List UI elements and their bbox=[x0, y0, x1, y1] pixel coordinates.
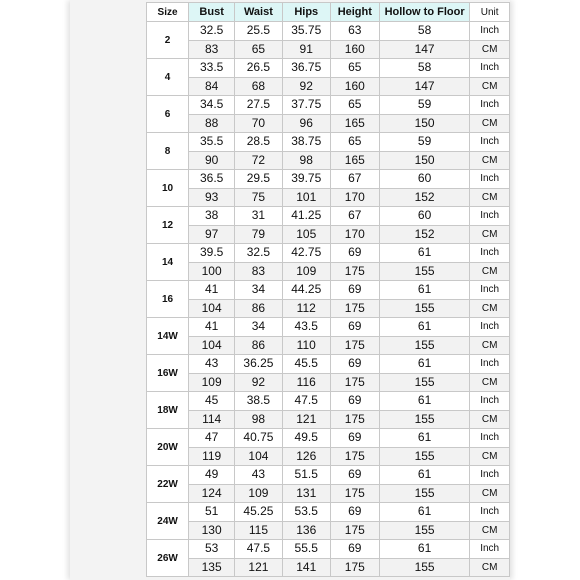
unit-inch-cell: Inch bbox=[470, 392, 510, 411]
waist-cm-cell: 104 bbox=[235, 447, 282, 466]
unit-cm-cell: CM bbox=[470, 262, 510, 281]
unit-inch-cell: Inch bbox=[470, 22, 510, 41]
waist-inch-cell: 36.25 bbox=[235, 355, 282, 374]
header-unit: Unit bbox=[470, 3, 510, 22]
hollow-to-floor-inch-cell: 61 bbox=[379, 392, 470, 411]
unit-inch-cell: Inch bbox=[470, 207, 510, 226]
hollow-to-floor-inch-cell: 61 bbox=[379, 503, 470, 522]
table-row-cm bbox=[147, 410, 510, 429]
unit-cm-cell: CM bbox=[470, 151, 510, 170]
header-row bbox=[147, 3, 510, 22]
bust-inch-cell: 38 bbox=[189, 207, 235, 226]
header-hollow-to-floor: Hollow to Floor bbox=[379, 3, 470, 22]
height-inch-cell: 65 bbox=[330, 133, 379, 152]
table-row-inch bbox=[147, 392, 510, 411]
table-row-inch bbox=[147, 355, 510, 374]
hips-inch-cell: 51.5 bbox=[282, 466, 330, 485]
waist-cm-cell: 70 bbox=[235, 114, 282, 133]
waist-inch-cell: 26.5 bbox=[235, 59, 282, 78]
height-cm-cell: 175 bbox=[330, 447, 379, 466]
bust-inch-cell: 47 bbox=[189, 429, 235, 448]
bust-inch-cell: 32.5 bbox=[189, 22, 235, 41]
unit-cm-cell: CM bbox=[470, 484, 510, 503]
hips-inch-cell: 49.5 bbox=[282, 429, 330, 448]
height-cm-cell: 175 bbox=[330, 262, 379, 281]
bust-inch-cell: 51 bbox=[189, 503, 235, 522]
height-cm-cell: 175 bbox=[330, 521, 379, 540]
bust-inch-cell: 39.5 bbox=[189, 244, 235, 263]
height-cm-cell: 170 bbox=[330, 188, 379, 207]
bust-inch-cell: 53 bbox=[189, 540, 235, 559]
waist-cm-cell: 92 bbox=[235, 373, 282, 392]
bust-cm-cell: 93 bbox=[189, 188, 235, 207]
hollow-to-floor-cm-cell: 155 bbox=[379, 410, 470, 429]
table-row-cm bbox=[147, 188, 510, 207]
hollow-to-floor-cm-cell: 150 bbox=[379, 114, 470, 133]
waist-cm-cell: 79 bbox=[235, 225, 282, 244]
hollow-to-floor-inch-cell: 59 bbox=[379, 96, 470, 115]
hips-inch-cell: 39.75 bbox=[282, 170, 330, 189]
bust-cm-cell: 104 bbox=[189, 336, 235, 355]
hollow-to-floor-inch-cell: 58 bbox=[379, 59, 470, 78]
bust-cm-cell: 84 bbox=[189, 77, 235, 96]
table-row-cm bbox=[147, 77, 510, 96]
unit-cm-cell: CM bbox=[470, 40, 510, 59]
waist-cm-cell: 75 bbox=[235, 188, 282, 207]
waist-cm-cell: 121 bbox=[235, 558, 282, 577]
hips-cm-cell: 110 bbox=[282, 336, 330, 355]
bust-inch-cell: 35.5 bbox=[189, 133, 235, 152]
hips-inch-cell: 37.75 bbox=[282, 96, 330, 115]
size-label: 16W bbox=[147, 355, 189, 392]
waist-inch-cell: 29.5 bbox=[235, 170, 282, 189]
unit-inch-cell: Inch bbox=[470, 503, 510, 522]
table-row-cm bbox=[147, 114, 510, 133]
waist-cm-cell: 72 bbox=[235, 151, 282, 170]
header-height: Height bbox=[330, 3, 379, 22]
height-inch-cell: 69 bbox=[330, 355, 379, 374]
height-cm-cell: 175 bbox=[330, 336, 379, 355]
hollow-to-floor-cm-cell: 147 bbox=[379, 77, 470, 96]
unit-inch-cell: Inch bbox=[470, 170, 510, 189]
height-cm-cell: 170 bbox=[330, 225, 379, 244]
hollow-to-floor-cm-cell: 152 bbox=[379, 188, 470, 207]
hips-cm-cell: 101 bbox=[282, 188, 330, 207]
waist-cm-cell: 109 bbox=[235, 484, 282, 503]
waist-inch-cell: 45.25 bbox=[235, 503, 282, 522]
unit-cm-cell: CM bbox=[470, 521, 510, 540]
height-inch-cell: 69 bbox=[330, 244, 379, 263]
hips-inch-cell: 47.5 bbox=[282, 392, 330, 411]
height-cm-cell: 165 bbox=[330, 114, 379, 133]
height-inch-cell: 69 bbox=[330, 281, 379, 300]
size-label: 22W bbox=[147, 466, 189, 503]
waist-inch-cell: 34 bbox=[235, 281, 282, 300]
hips-inch-cell: 55.5 bbox=[282, 540, 330, 559]
unit-cm-cell: CM bbox=[470, 77, 510, 96]
height-cm-cell: 160 bbox=[330, 40, 379, 59]
unit-inch-cell: Inch bbox=[470, 59, 510, 78]
hollow-to-floor-cm-cell: 155 bbox=[379, 262, 470, 281]
waist-inch-cell: 47.5 bbox=[235, 540, 282, 559]
height-inch-cell: 69 bbox=[330, 392, 379, 411]
size-label: 14 bbox=[147, 244, 189, 281]
size-label: 12 bbox=[147, 207, 189, 244]
hips-cm-cell: 136 bbox=[282, 521, 330, 540]
unit-inch-cell: Inch bbox=[470, 355, 510, 374]
table-body bbox=[147, 22, 510, 577]
table-row-cm bbox=[147, 558, 510, 577]
waist-inch-cell: 34 bbox=[235, 318, 282, 337]
table-row-inch bbox=[147, 59, 510, 78]
size-label: 10 bbox=[147, 170, 189, 207]
height-inch-cell: 67 bbox=[330, 207, 379, 226]
hips-cm-cell: 126 bbox=[282, 447, 330, 466]
hollow-to-floor-cm-cell: 155 bbox=[379, 299, 470, 318]
height-inch-cell: 69 bbox=[330, 318, 379, 337]
size-label: 14W bbox=[147, 318, 189, 355]
height-cm-cell: 175 bbox=[330, 299, 379, 318]
unit-cm-cell: CM bbox=[470, 447, 510, 466]
hollow-to-floor-inch-cell: 60 bbox=[379, 170, 470, 189]
unit-inch-cell: Inch bbox=[470, 244, 510, 263]
size-label: 2 bbox=[147, 22, 189, 59]
unit-inch-cell: Inch bbox=[470, 540, 510, 559]
hips-cm-cell: 109 bbox=[282, 262, 330, 281]
waist-cm-cell: 86 bbox=[235, 299, 282, 318]
bust-inch-cell: 43 bbox=[189, 355, 235, 374]
unit-cm-cell: CM bbox=[470, 373, 510, 392]
header-size: Size bbox=[147, 3, 189, 22]
table-row-inch bbox=[147, 540, 510, 559]
waist-inch-cell: 25.5 bbox=[235, 22, 282, 41]
hollow-to-floor-cm-cell: 155 bbox=[379, 484, 470, 503]
unit-cm-cell: CM bbox=[470, 114, 510, 133]
table-row-inch bbox=[147, 22, 510, 41]
size-label: 24W bbox=[147, 503, 189, 540]
bust-inch-cell: 49 bbox=[189, 466, 235, 485]
table-row-cm bbox=[147, 373, 510, 392]
bust-cm-cell: 130 bbox=[189, 521, 235, 540]
bust-inch-cell: 33.5 bbox=[189, 59, 235, 78]
table-row-inch bbox=[147, 318, 510, 337]
hips-inch-cell: 43.5 bbox=[282, 318, 330, 337]
waist-cm-cell: 65 bbox=[235, 40, 282, 59]
hollow-to-floor-inch-cell: 61 bbox=[379, 318, 470, 337]
table-row-inch bbox=[147, 429, 510, 448]
waist-inch-cell: 43 bbox=[235, 466, 282, 485]
hollow-to-floor-cm-cell: 155 bbox=[379, 447, 470, 466]
waist-inch-cell: 28.5 bbox=[235, 133, 282, 152]
hollow-to-floor-inch-cell: 61 bbox=[379, 244, 470, 263]
hips-inch-cell: 38.75 bbox=[282, 133, 330, 152]
unit-inch-cell: Inch bbox=[470, 318, 510, 337]
hollow-to-floor-inch-cell: 60 bbox=[379, 207, 470, 226]
table-row-inch bbox=[147, 466, 510, 485]
unit-inch-cell: Inch bbox=[470, 466, 510, 485]
hips-cm-cell: 112 bbox=[282, 299, 330, 318]
table-row-cm bbox=[147, 151, 510, 170]
height-inch-cell: 63 bbox=[330, 22, 379, 41]
bust-inch-cell: 41 bbox=[189, 318, 235, 337]
header-waist: Waist bbox=[235, 3, 282, 22]
height-inch-cell: 69 bbox=[330, 466, 379, 485]
waist-inch-cell: 27.5 bbox=[235, 96, 282, 115]
hollow-to-floor-inch-cell: 61 bbox=[379, 540, 470, 559]
size-label: 6 bbox=[147, 96, 189, 133]
hollow-to-floor-cm-cell: 155 bbox=[379, 558, 470, 577]
height-inch-cell: 69 bbox=[330, 540, 379, 559]
hollow-to-floor-inch-cell: 61 bbox=[379, 429, 470, 448]
size-label: 8 bbox=[147, 133, 189, 170]
bust-inch-cell: 45 bbox=[189, 392, 235, 411]
table-row-cm bbox=[147, 40, 510, 59]
bust-cm-cell: 135 bbox=[189, 558, 235, 577]
hollow-to-floor-cm-cell: 155 bbox=[379, 336, 470, 355]
hips-inch-cell: 42.75 bbox=[282, 244, 330, 263]
hips-cm-cell: 105 bbox=[282, 225, 330, 244]
bust-cm-cell: 88 bbox=[189, 114, 235, 133]
hips-cm-cell: 131 bbox=[282, 484, 330, 503]
bust-cm-cell: 119 bbox=[189, 447, 235, 466]
table-row-cm bbox=[147, 262, 510, 281]
table-row-cm bbox=[147, 484, 510, 503]
header-hips: Hips bbox=[282, 3, 330, 22]
hips-cm-cell: 141 bbox=[282, 558, 330, 577]
table-row-inch bbox=[147, 96, 510, 115]
unit-cm-cell: CM bbox=[470, 225, 510, 244]
unit-inch-cell: Inch bbox=[470, 133, 510, 152]
hips-cm-cell: 96 bbox=[282, 114, 330, 133]
size-label: 20W bbox=[147, 429, 189, 466]
table-row-cm bbox=[147, 336, 510, 355]
waist-inch-cell: 40.75 bbox=[235, 429, 282, 448]
hips-inch-cell: 36.75 bbox=[282, 59, 330, 78]
hips-inch-cell: 45.5 bbox=[282, 355, 330, 374]
waist-inch-cell: 38.5 bbox=[235, 392, 282, 411]
hollow-to-floor-cm-cell: 155 bbox=[379, 521, 470, 540]
bust-inch-cell: 36.5 bbox=[189, 170, 235, 189]
hollow-to-floor-inch-cell: 61 bbox=[379, 355, 470, 374]
bust-cm-cell: 97 bbox=[189, 225, 235, 244]
hips-cm-cell: 98 bbox=[282, 151, 330, 170]
unit-cm-cell: CM bbox=[470, 188, 510, 207]
hollow-to-floor-cm-cell: 155 bbox=[379, 373, 470, 392]
unit-inch-cell: Inch bbox=[470, 281, 510, 300]
unit-cm-cell: CM bbox=[470, 336, 510, 355]
waist-cm-cell: 68 bbox=[235, 77, 282, 96]
waist-cm-cell: 83 bbox=[235, 262, 282, 281]
height-cm-cell: 175 bbox=[330, 484, 379, 503]
hollow-to-floor-cm-cell: 152 bbox=[379, 225, 470, 244]
bust-cm-cell: 104 bbox=[189, 299, 235, 318]
height-inch-cell: 69 bbox=[330, 429, 379, 448]
table-row-inch bbox=[147, 170, 510, 189]
bust-cm-cell: 114 bbox=[189, 410, 235, 429]
waist-cm-cell: 98 bbox=[235, 410, 282, 429]
bust-cm-cell: 109 bbox=[189, 373, 235, 392]
table-row-inch bbox=[147, 281, 510, 300]
waist-cm-cell: 115 bbox=[235, 521, 282, 540]
table-row-inch bbox=[147, 207, 510, 226]
height-cm-cell: 175 bbox=[330, 558, 379, 577]
table-row-cm bbox=[147, 225, 510, 244]
table-row-cm bbox=[147, 447, 510, 466]
hips-cm-cell: 121 bbox=[282, 410, 330, 429]
hips-cm-cell: 92 bbox=[282, 77, 330, 96]
table-row-inch bbox=[147, 503, 510, 522]
bust-cm-cell: 100 bbox=[189, 262, 235, 281]
height-inch-cell: 65 bbox=[330, 59, 379, 78]
size-table bbox=[146, 2, 510, 577]
height-cm-cell: 175 bbox=[330, 410, 379, 429]
height-cm-cell: 160 bbox=[330, 77, 379, 96]
waist-cm-cell: 86 bbox=[235, 336, 282, 355]
size-chart bbox=[70, 0, 510, 580]
hollow-to-floor-inch-cell: 58 bbox=[379, 22, 470, 41]
size-label: 18W bbox=[147, 392, 189, 429]
table-row-inch bbox=[147, 133, 510, 152]
unit-cm-cell: CM bbox=[470, 299, 510, 318]
height-inch-cell: 67 bbox=[330, 170, 379, 189]
size-label: 4 bbox=[147, 59, 189, 96]
waist-inch-cell: 32.5 bbox=[235, 244, 282, 263]
height-inch-cell: 69 bbox=[330, 503, 379, 522]
unit-inch-cell: Inch bbox=[470, 429, 510, 448]
unit-cm-cell: CM bbox=[470, 410, 510, 429]
hips-inch-cell: 53.5 bbox=[282, 503, 330, 522]
hips-inch-cell: 35.75 bbox=[282, 22, 330, 41]
unit-cm-cell: CM bbox=[470, 558, 510, 577]
hips-cm-cell: 91 bbox=[282, 40, 330, 59]
hips-inch-cell: 41.25 bbox=[282, 207, 330, 226]
bust-cm-cell: 83 bbox=[189, 40, 235, 59]
bust-inch-cell: 41 bbox=[189, 281, 235, 300]
hollow-to-floor-cm-cell: 150 bbox=[379, 151, 470, 170]
hollow-to-floor-cm-cell: 147 bbox=[379, 40, 470, 59]
waist-inch-cell: 31 bbox=[235, 207, 282, 226]
header-bust: Bust bbox=[189, 3, 235, 22]
height-cm-cell: 165 bbox=[330, 151, 379, 170]
bust-cm-cell: 124 bbox=[189, 484, 235, 503]
hips-cm-cell: 116 bbox=[282, 373, 330, 392]
size-label: 26W bbox=[147, 540, 189, 577]
height-inch-cell: 65 bbox=[330, 96, 379, 115]
hollow-to-floor-inch-cell: 61 bbox=[379, 466, 470, 485]
unit-inch-cell: Inch bbox=[470, 96, 510, 115]
bust-inch-cell: 34.5 bbox=[189, 96, 235, 115]
bust-cm-cell: 90 bbox=[189, 151, 235, 170]
hips-inch-cell: 44.25 bbox=[282, 281, 330, 300]
table-row-cm bbox=[147, 521, 510, 540]
height-cm-cell: 175 bbox=[330, 373, 379, 392]
hollow-to-floor-inch-cell: 59 bbox=[379, 133, 470, 152]
hollow-to-floor-inch-cell: 61 bbox=[379, 281, 470, 300]
table-row-cm bbox=[147, 299, 510, 318]
size-label: 16 bbox=[147, 281, 189, 318]
table-row-inch bbox=[147, 244, 510, 263]
